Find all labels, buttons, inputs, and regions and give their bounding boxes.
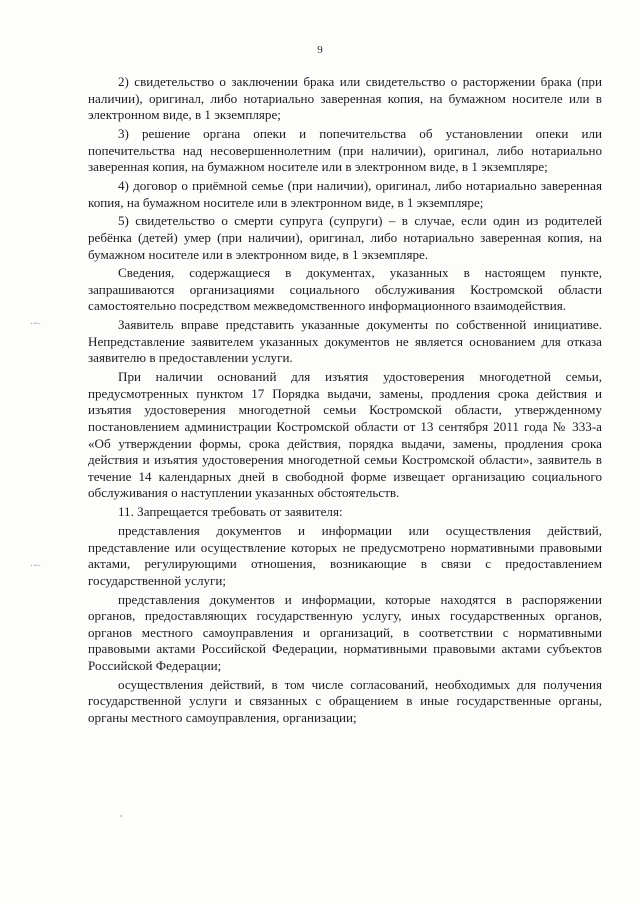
- paragraph-own-initiative: Заявитель вправе представить указанные документы по собственной инициативе. Непредставление заявителем указанных документов не является основанием для отказа заявителю в предоставлении услуги.: [88, 317, 602, 366]
- paragraph-item-4: 4) договор о приёмной семье (при наличии), оригинал, либо нотариально заверенная копия, на бумажном носителе или в электронном виде, в 1 экземпляре;: [88, 177, 602, 210]
- page-number: 9: [317, 44, 323, 56]
- paragraph-interagency-info: Сведения, содержащиеся в документах, указанных в настоящем пункте, запрашиваются организациями социального обслуживания Костромской области самостоятельно посредством межведомственного информационного взаимодействия.: [88, 265, 602, 314]
- document-body: [88, 74, 602, 729]
- paragraph-prohibition-1: представления документов и информации или осуществления действий, представление или осуществление которых не предусмотрено нормативными правовыми актами, регулирующими отношения, возникающие в связи с предоставлением государственной услуги;: [88, 522, 602, 588]
- paragraph-item-5: 5) свидетельство о смерти супруга (супруги) – в случае, если один из родителей ребёнка (детей) умер (при наличии), оригинал, либо нотариально заверенная копия, на бумажном носителе или в электронном виде, в 1 экземпляре.: [88, 213, 602, 262]
- paragraph-section-11-heading: 11. Запрещается требовать от заявителя:: [118, 504, 343, 520]
- paragraph-certificate-withdrawal: При наличии оснований для изъятия удостоверения многодетной семьи, предусмотренных пунктом 17 Порядка выдачи, замены, продления срока действия и изъятия удостоверения многодетной семьи Костромской области, утвержденному постановлением администрации Костромской области от 13 сентября 2011 года № 333-а «Об утверждении формы, срока действия, порядка выдачи, замены, продления срока действия и изъятия удостоверения многодетной семьи Костромской области», заявитель в течение 14 календарных дней в свободной форме извещает организацию социального обслуживания о наступлении указанных обстоятельств.: [88, 369, 602, 501]
- paragraph-item-2: 2) свидетельство о заключении брака или свидетельство о расторжении брака (при наличии), оригинал, либо нотариально заверенная копия, на бумажном носителе или в электронном виде, в 1 экземпляре;: [88, 74, 602, 123]
- scan-mark-lower: ·−·: [30, 560, 42, 570]
- scan-mark-upper: ·−·: [30, 318, 42, 328]
- paragraph-item-3: 3) решение органа опеки и попечительства об установлении опеки или попечительства над несовершеннолетним (при наличии), оригинал, либо нотариально заверенная копия, на бумажном носителе или в электронном виде, в 1 экземпляре;: [88, 125, 602, 175]
- paragraph-prohibition-3: осуществления действий, в том числе согласований, необходимых для получения государственной услуги и связанных с обращением в иные государственные органы, органы местного самоуправления, организации;: [88, 676, 602, 725]
- scan-speck: [120, 815, 122, 817]
- paragraph-prohibition-2: представления документов и информации, которые находятся в распоряжении органов, предоставляющих государственную услугу, иных государственных органов, органов местного самоуправления и организаций, в соответствии с нормативными правовыми актами Российской Федерации, нормативными правовыми актами субъектов Российской Федерации;: [88, 591, 602, 673]
